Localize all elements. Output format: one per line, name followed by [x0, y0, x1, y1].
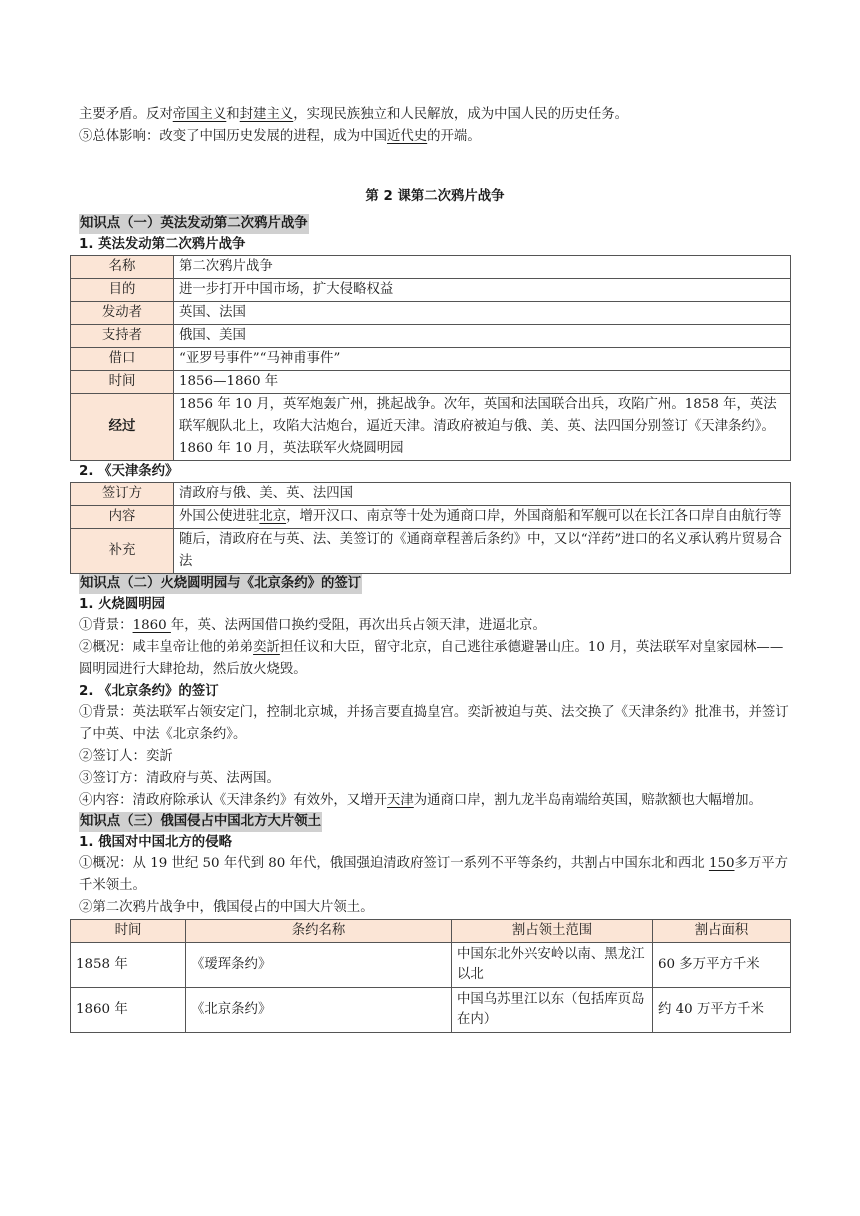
text: ，增开汉口、南京等十处为通商口岸，外国商船和军舰可以在长江各口岸自由航行等 [286, 509, 782, 524]
row-value: 清政府与俄、美、英、法四国 [174, 483, 791, 506]
underlined-term: 1860 [132, 618, 171, 633]
table-row [71, 256, 791, 279]
table-header-row [71, 920, 791, 943]
table-row [71, 988, 791, 1033]
war-info-table [70, 255, 791, 461]
text: 和 [226, 107, 240, 122]
intro-line-1 [79, 104, 791, 126]
intro-line-2 [79, 126, 791, 148]
underlined-term: 奕訢 [253, 640, 280, 655]
paragraph: ②第二次鸦片战争中，俄国侵占的中国大片领土。 [79, 900, 374, 915]
column-header: 割占面积 [653, 920, 791, 943]
table-cell: 约 40 万平方千米 [653, 988, 791, 1033]
table-row [71, 394, 791, 461]
table-row [71, 325, 791, 348]
row-key: 名称 [71, 256, 174, 279]
row-value: “亚罗号事件”“马神甫事件” [174, 348, 791, 371]
table-cell: 1858 年 [71, 943, 186, 988]
column-header: 条约名称 [186, 920, 452, 943]
text: ⑤总体影响：改变了中国历史发展的进程，成为中国 [79, 129, 387, 144]
table-row [71, 943, 791, 988]
underlined-term: 150 [708, 856, 735, 871]
table-cell: 《瑷珲条约》 [186, 943, 452, 988]
tianjin-treaty-table [70, 482, 791, 574]
knowledge-point-heading: 知识点（二）火烧圆明园与《北京条约》的签订 [79, 574, 362, 594]
row-key: 借口 [71, 348, 174, 371]
table-cell: 中国东北外兴安岭以南、黑龙江以北 [452, 943, 653, 988]
underlined-term: 北京 [259, 509, 287, 524]
row-value: 1856 年 10 月，英军炮轰广州，挑起战争。次年，英国和法国联合出兵，攻陷广州。1858 年，英法联军舰队北上，攻陷大沽炮台，逼近天津。清政府被迫与俄、美、英、法四国分别签订《天津条约》。1860 年 10 月，英法联军火烧圆明园 [174, 394, 791, 461]
table-row [71, 529, 791, 574]
text: ④内容：清政府除承认《天津条约》有效外，又增开 [79, 793, 387, 808]
subheading: 1. 火烧圆明园 [79, 597, 166, 612]
row-key: 发动者 [71, 302, 174, 325]
text: 担任议和大臣，留守北京，自己逃往承德避暑山庄。10 月，英法联军对皇家园林——圆明园进行大肆抢劫，然后放火烧毁。 [79, 640, 784, 677]
text: 主要矛盾。反对 [79, 107, 173, 122]
column-header: 时间 [71, 920, 186, 943]
row-value: 俄国、美国 [174, 325, 791, 348]
row-value [174, 506, 791, 529]
underlined-term: 封建主义 [239, 107, 294, 122]
table-row [71, 506, 791, 529]
text: 多万平方千米领土。 [79, 856, 789, 893]
subheading: 1. 英法发动第二次鸦片战争 [79, 237, 246, 252]
table-cell: 60 多万平方千米 [653, 943, 791, 988]
table-cell: 1860 年 [71, 988, 186, 1033]
row-key: 目的 [71, 279, 174, 302]
knowledge-point-heading: 知识点（三）俄国侵占中国北方大片领土 [79, 812, 322, 832]
paragraph [79, 615, 791, 637]
text: 年，英、法两国借口换约受阻，再次出兵占领天津，进逼北京。 [170, 618, 546, 633]
text: 的开端。 [427, 129, 481, 144]
paragraph [79, 637, 791, 681]
underlined-term: 近代史 [386, 129, 428, 144]
table-row [71, 483, 791, 506]
row-key: 补充 [71, 529, 174, 574]
knowledge-point-heading: 知识点（一）英法发动第二次鸦片战争 [79, 214, 309, 234]
text: ①概况：从 19 世纪 50 年代到 80 年代，俄国强迫清政府签订一系列不平等条约，共割占中国东北和西北 [79, 856, 709, 871]
table-row [71, 302, 791, 325]
paragraph [79, 790, 791, 812]
row-key: 签订方 [71, 483, 174, 506]
document-page [76, 104, 791, 1033]
text: ，实现民族独立和人民解放，成为中国人民的历史任务。 [293, 107, 629, 122]
row-value: 随后，清政府在与英、法、美签订的《通商章程善后条约》中，又以“洋药”进口的名义承认鸦片贸易合法 [174, 529, 791, 574]
subheading: 2. 《北京条约》的签订 [79, 684, 219, 699]
row-value: 1856—1860 年 [174, 371, 791, 394]
paragraph [79, 853, 791, 897]
russia-territory-table [70, 919, 791, 1033]
row-value: 第二次鸦片战争 [174, 256, 791, 279]
paragraph: ③签订方：清政府与英、法两国。 [79, 771, 280, 786]
subheading: 2. 《天津条约》 [79, 464, 179, 479]
paragraph: ②签订人：奕訢 [79, 749, 173, 764]
text: ②概况：咸丰皇帝让他的弟弟 [79, 640, 254, 655]
underlined-term: 天津 [386, 793, 414, 808]
table-row [71, 348, 791, 371]
text: ①背景： [79, 618, 133, 633]
row-key: 时间 [71, 371, 174, 394]
row-key: 支持者 [71, 325, 174, 348]
lesson-title: 第 2 课第二次鸦片战争 [365, 189, 505, 204]
row-key: 内容 [71, 506, 174, 529]
paragraph: ①背景：英法联军占领安定门，控制北京城，并扬言要直捣皇宫。奕訢被迫与英、法交换了《天津条约》批准书，并签订了中英、中法《北京条约》。 [79, 705, 789, 742]
row-key: 经过 [71, 394, 174, 461]
table-row [71, 279, 791, 302]
table-cell: 中国乌苏里江以东（包括库页岛在内） [452, 988, 653, 1033]
underlined-term: 帝国主义 [172, 107, 227, 122]
text: 外国公使进驻 [179, 509, 260, 524]
row-value: 进一步打开中国市场，扩大侵略权益 [174, 279, 791, 302]
text: 为通商口岸，割九龙半岛南端给英国，赔款额也大幅增加。 [413, 793, 762, 808]
subheading: 1. 俄国对中国北方的侵略 [79, 835, 232, 850]
row-value: 英国、法国 [174, 302, 791, 325]
table-cell: 《北京条约》 [186, 988, 452, 1033]
column-header: 割占领土范围 [452, 920, 653, 943]
table-row [71, 371, 791, 394]
